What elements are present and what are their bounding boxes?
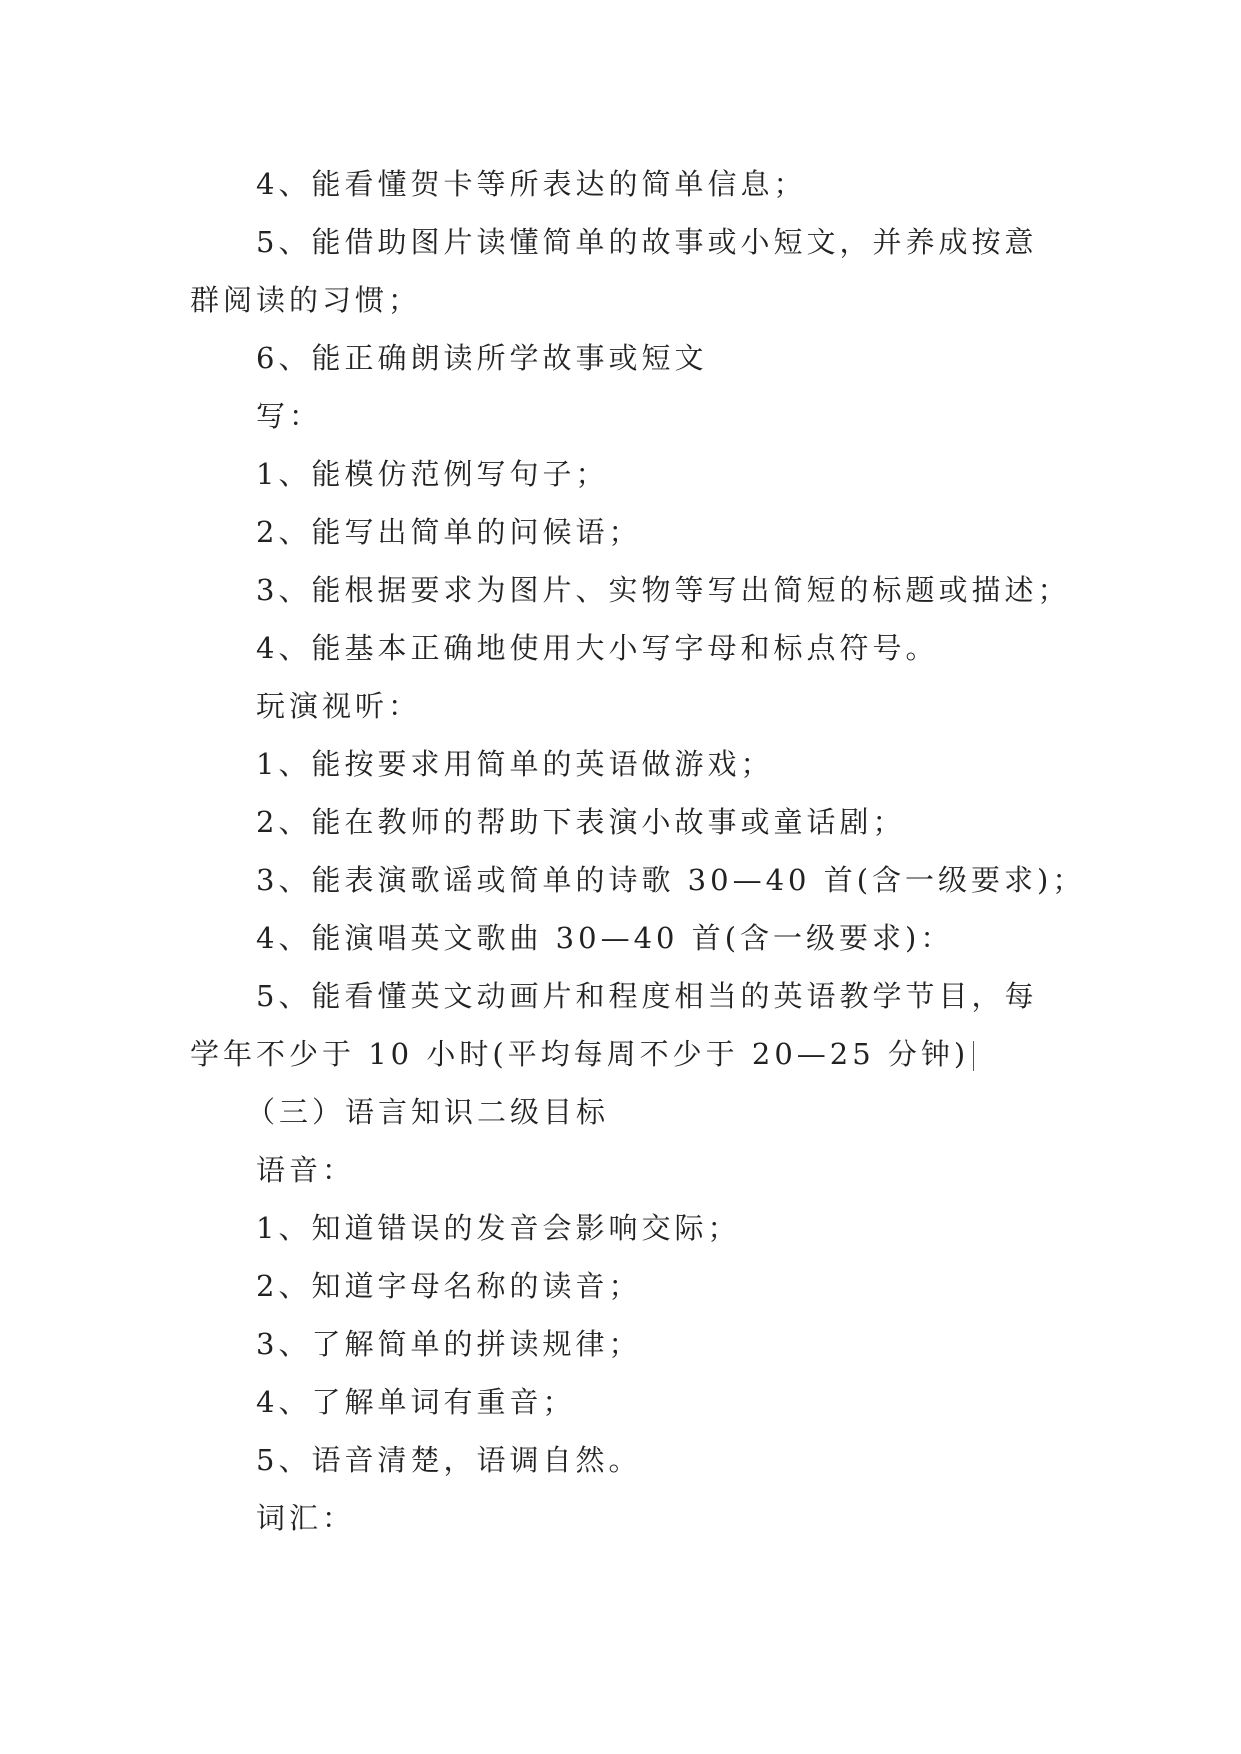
text-line: 群阅读的习惯； — [190, 283, 422, 317]
section-heading: （三）语言知识二级目标 — [246, 1095, 610, 1129]
text-line: 1、能模仿范例写句子； — [256, 457, 609, 491]
document-body — [190, 155, 1086, 1547]
section-heading: 语音： — [256, 1153, 356, 1187]
text-line: 5、能借助图片读懂简单的故事或小短文，并养成按意 — [256, 225, 1038, 259]
text-line: 1、知道错误的发音会影响交际； — [256, 1211, 741, 1245]
text-line: 学年不少于 10 小时(平均每周不少于 20—25 分钟) — [190, 1037, 970, 1071]
section-heading: 词汇： — [256, 1501, 356, 1535]
text-line: 3、能根据要求为图片、实物等写出简短的标题或描述； — [256, 573, 1071, 607]
text-line: 5、能看懂英文动画片和程度相当的英语教学节目，每 — [256, 979, 1038, 1013]
text-line: 3、能表演歌谣或简单的诗歌 30—40 首(含一级要求)； — [256, 863, 1086, 897]
text-cursor — [973, 1041, 974, 1071]
text-line: 5、语音清楚，语调自然。 — [256, 1443, 642, 1477]
section-heading: 玩演视听： — [256, 689, 422, 723]
text-line: 4、了解单词有重音； — [256, 1385, 576, 1419]
text-line: 4、能基本正确地使用大小写字母和标点符号。 — [256, 631, 939, 665]
text-line: 4、能演唱英文歌曲 30—40 首(含一级要求)： — [256, 921, 954, 955]
text-line: 2、能写出简单的问候语； — [256, 515, 642, 549]
text-line: 4、能看懂贺卡等所表达的简单信息； — [256, 167, 807, 201]
text-line: 2、知道字母名称的读音； — [256, 1269, 642, 1303]
text-line: 3、了解简单的拼读规律； — [256, 1327, 642, 1361]
text-line: 6、能正确朗读所学故事或短文 — [256, 341, 708, 375]
text-line: 1、能按要求用简单的英语做游戏； — [256, 747, 774, 781]
text-line: 2、能在教师的帮助下表演小故事或童话剧； — [256, 805, 906, 839]
text-line-with-cursor[interactable] — [190, 1025, 1070, 1083]
section-heading: 写： — [256, 399, 323, 433]
